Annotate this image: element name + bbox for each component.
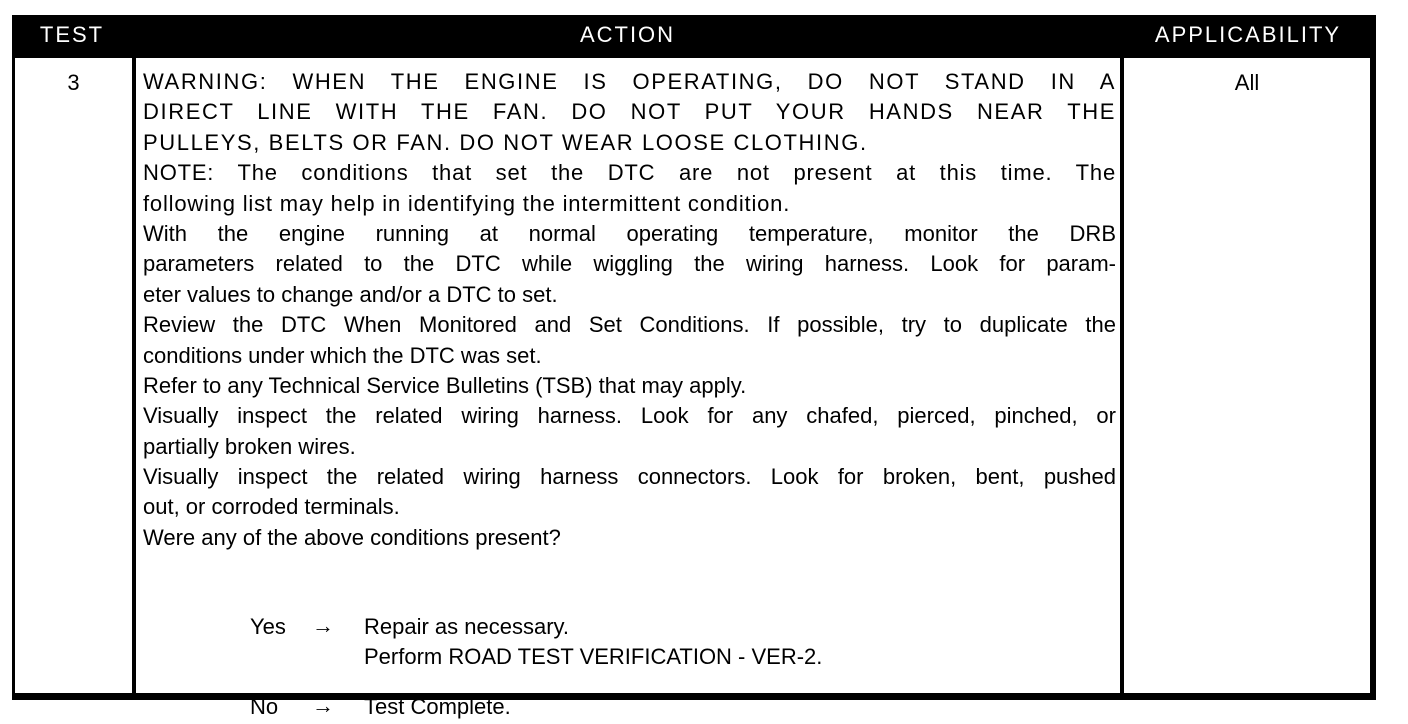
applicability-value: All: [1234, 70, 1260, 95]
applicability-cell: [1124, 58, 1370, 693]
body-line: eter values to change and/or a DTC to set.: [143, 281, 558, 307]
action-text: [143, 67, 1116, 553]
body-line: parameters related to the DTC while wiggling the wiring harness. Look for param-: [143, 251, 1116, 277]
note-line: following list may help in identifying the intermittent condition.: [143, 190, 791, 216]
header-action: ACTION: [579, 22, 676, 47]
body-line: Visually inspect the related wiring harness. Look for any chafed, pierced, pinched, or: [143, 403, 1116, 429]
body-line: Review the DTC When Monitored and Set Conditions. If possible, try to duplicate the: [143, 312, 1116, 338]
body-line: Refer to any Technical Service Bulletins (TSB) that may apply.: [143, 372, 747, 398]
no-label: No: [250, 694, 279, 719]
test-cell: [15, 58, 132, 693]
warning-line: PULLEYS, BELTS OR FAN. DO NOT WEAR LOOSE CLOTHING.: [143, 129, 868, 155]
right-arrow-icon: →: [312, 693, 334, 718]
body-line: partially broken wires.: [143, 433, 356, 459]
test-number: 3: [67, 70, 80, 95]
note-line: NOTE: The conditions that set the DTC are not present at this time. The: [143, 160, 1116, 186]
action-cell: [136, 58, 1120, 719]
warning-line: WARNING: WHEN THE ENGINE IS OPERATING, DO NOT STAND IN A: [143, 69, 1116, 94]
body-line: conditions under which the DTC was set.: [143, 342, 542, 368]
test-table: [12, 15, 1376, 719]
body-line: Visually inspect the related wiring harness connectors. Look for broken, bent, pushed: [143, 464, 1116, 490]
no-action-1: Test Complete.: [364, 694, 511, 719]
yes-action-2: Perform ROAD TEST VERIFICATION - VER-2.: [364, 644, 823, 669]
yes-action-1: Repair as necessary.: [364, 614, 570, 639]
body-line: With the engine running at normal operating temperature, monitor the DRB: [143, 220, 1116, 246]
right-arrow-icon: →: [312, 613, 334, 638]
header-applicability: APPLICABILITY: [1154, 22, 1342, 47]
body-line: Were any of the above conditions present?: [143, 524, 561, 550]
yes-label: Yes: [250, 614, 286, 639]
header-test: TEST: [39, 22, 105, 47]
warning-line: DIRECT LINE WITH THE FAN. DO NOT PUT YOUR HANDS NEAR THE: [143, 99, 1116, 125]
body-line: out, or corroded terminals.: [143, 494, 400, 520]
